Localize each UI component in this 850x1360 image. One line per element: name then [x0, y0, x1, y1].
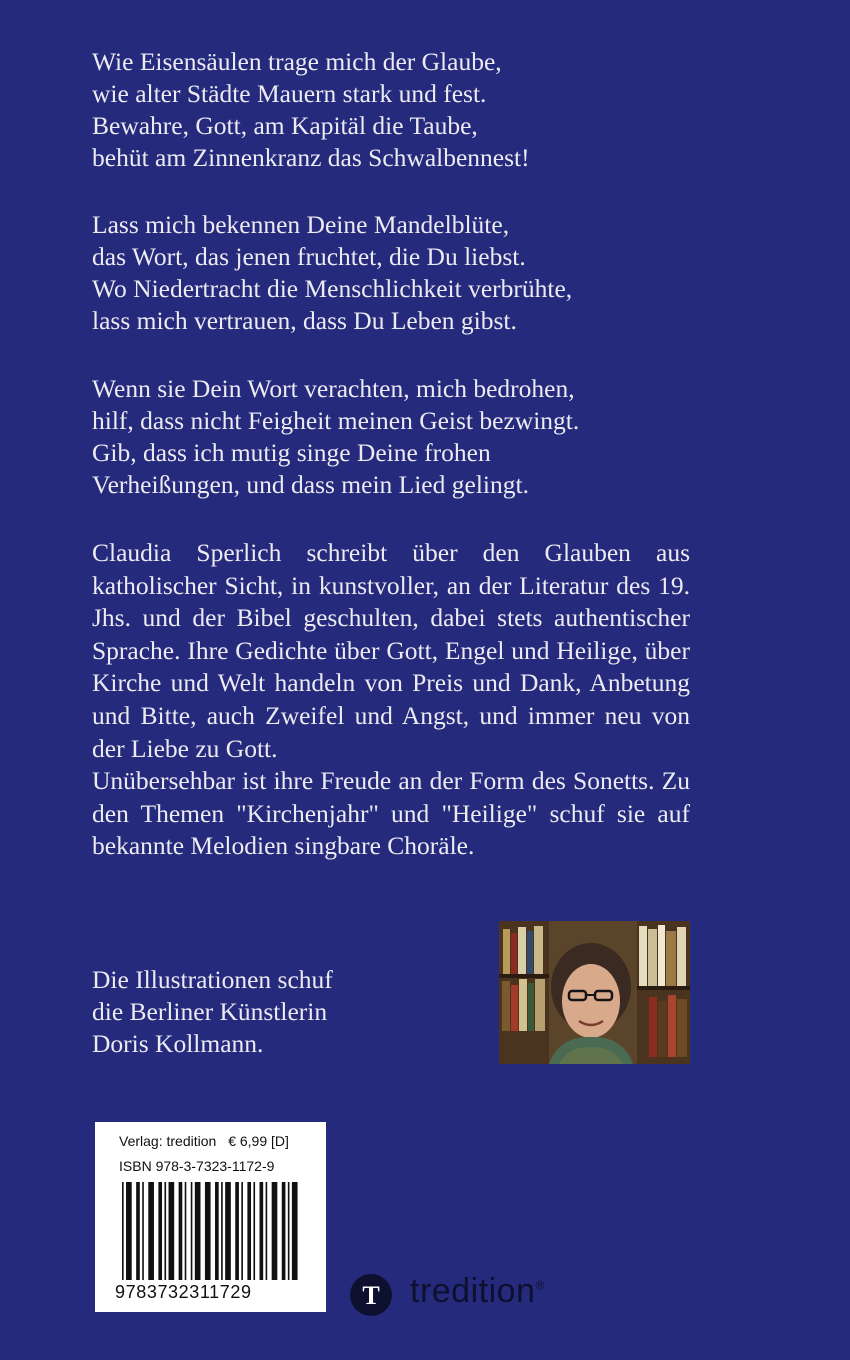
registered-mark: ® [535, 1278, 545, 1293]
barcode-bar [282, 1182, 286, 1280]
poem-stanza-1 [92, 46, 702, 174]
barcode-bar [205, 1182, 211, 1280]
publisher-price-line [119, 1133, 297, 1149]
barcode-bar [288, 1182, 290, 1280]
book-description [92, 537, 690, 863]
author-photo [499, 921, 690, 1064]
barcode-bar [235, 1182, 239, 1280]
poem-line: hilf, dass nicht Feigheit meinen Geist bezwingt. [92, 406, 580, 435]
barcode-bar [148, 1182, 154, 1280]
publisher-name: Verlag: tredition [119, 1133, 217, 1149]
credit-line: die Berliner Künstlerin [92, 997, 328, 1026]
barcode-bar [142, 1182, 144, 1280]
ean-number: 9783732311729 [115, 1282, 252, 1302]
barcode-bar [191, 1182, 193, 1280]
poem-line: lass mich vertrauen, dass Du Leben gibst. [92, 306, 517, 335]
description-paragraph: Unübersehbar ist ihre Freude an der Form des Sonetts. Zu den Themen "Kirchenjahr" und "Heilige" schuf sie auf bekannte Melodien singbare Choräle. [92, 766, 690, 861]
poem-line: Lass mich bekennen Deine Mandelblüte, [92, 210, 510, 239]
barcode-label [95, 1122, 326, 1312]
tredition-wordmark [410, 1272, 545, 1311]
poem-line: Gib, dass ich mutig singe Deine frohen [92, 438, 491, 467]
barcode-bar [272, 1182, 278, 1280]
barcode-bar [221, 1182, 223, 1280]
barcode-bar [241, 1182, 243, 1280]
isbn: ISBN 978-3-7323-1172-9 [119, 1158, 275, 1174]
poem-line: Wenn sie Dein Wort verachten, mich bedrohen, [92, 374, 575, 403]
poem-line: behüt am Zinnenkranz das Schwalbennest! [92, 143, 530, 172]
barcode-bars [122, 1182, 302, 1280]
poem-line: Verheißungen, und dass mein Lied gelingt. [92, 470, 529, 499]
credit-line: Doris Kollmann. [92, 1029, 264, 1058]
tredition-logo [348, 1272, 558, 1318]
barcode-bar [158, 1182, 162, 1280]
poem-line: das Wort, das jenen fruchtet, die Du liebst. [92, 242, 526, 271]
description-paragraph: Claudia Sperlich schreibt über den Glauben aus katholischer Sicht, in kunstvoller, an der Literatur des 19. Jhs. und der Bibel geschulten, dabei stets authentischer Sprache. Ihre Gedichte über Gott, Engel und Heilige, über Kirche und Welt handeln von Preis und Dank, Anbetung und Bitte, auch Zweifel und Angst, und immer neu von der Liebe zu Gott. [92, 538, 690, 763]
barcode-bar [225, 1182, 231, 1280]
price: € 6,99 [D] [228, 1133, 289, 1149]
poem-line: wie alter Städte Mauern stark und fest. [92, 79, 487, 108]
poem-line: Wo Niedertracht die Menschlichkeit verbrühte, [92, 274, 573, 303]
barcode-bar [266, 1182, 268, 1280]
poem-stanza-2 [92, 209, 702, 337]
poem-line: Wie Eisensäulen trage mich der Glaube, [92, 47, 502, 76]
barcode-bar [185, 1182, 187, 1280]
barcode-bar [169, 1182, 175, 1280]
barcode-bar [179, 1182, 183, 1280]
poem-stanza-3 [92, 373, 702, 501]
poem-line: Bewahre, Gott, am Kapitäl die Taube, [92, 111, 478, 140]
credit-line: Die Illustrationen schuf [92, 965, 333, 994]
barcode-bar [292, 1182, 298, 1280]
barcode-bar [260, 1182, 264, 1280]
barcode-bar [136, 1182, 140, 1280]
barcode-bar [195, 1182, 201, 1280]
author-photo-image [499, 921, 690, 1064]
barcode-bar [126, 1182, 132, 1280]
barcode-bar [215, 1182, 219, 1280]
illustration-credit [92, 964, 333, 1060]
barcode-bar [122, 1182, 124, 1280]
logo-mark: T [362, 1281, 380, 1310]
barcode-bar [164, 1182, 166, 1280]
tredition-logo-icon [348, 1272, 394, 1318]
barcode-bar [247, 1182, 251, 1280]
barcode-bar [253, 1182, 255, 1280]
logo-text: tredition [410, 1272, 536, 1310]
